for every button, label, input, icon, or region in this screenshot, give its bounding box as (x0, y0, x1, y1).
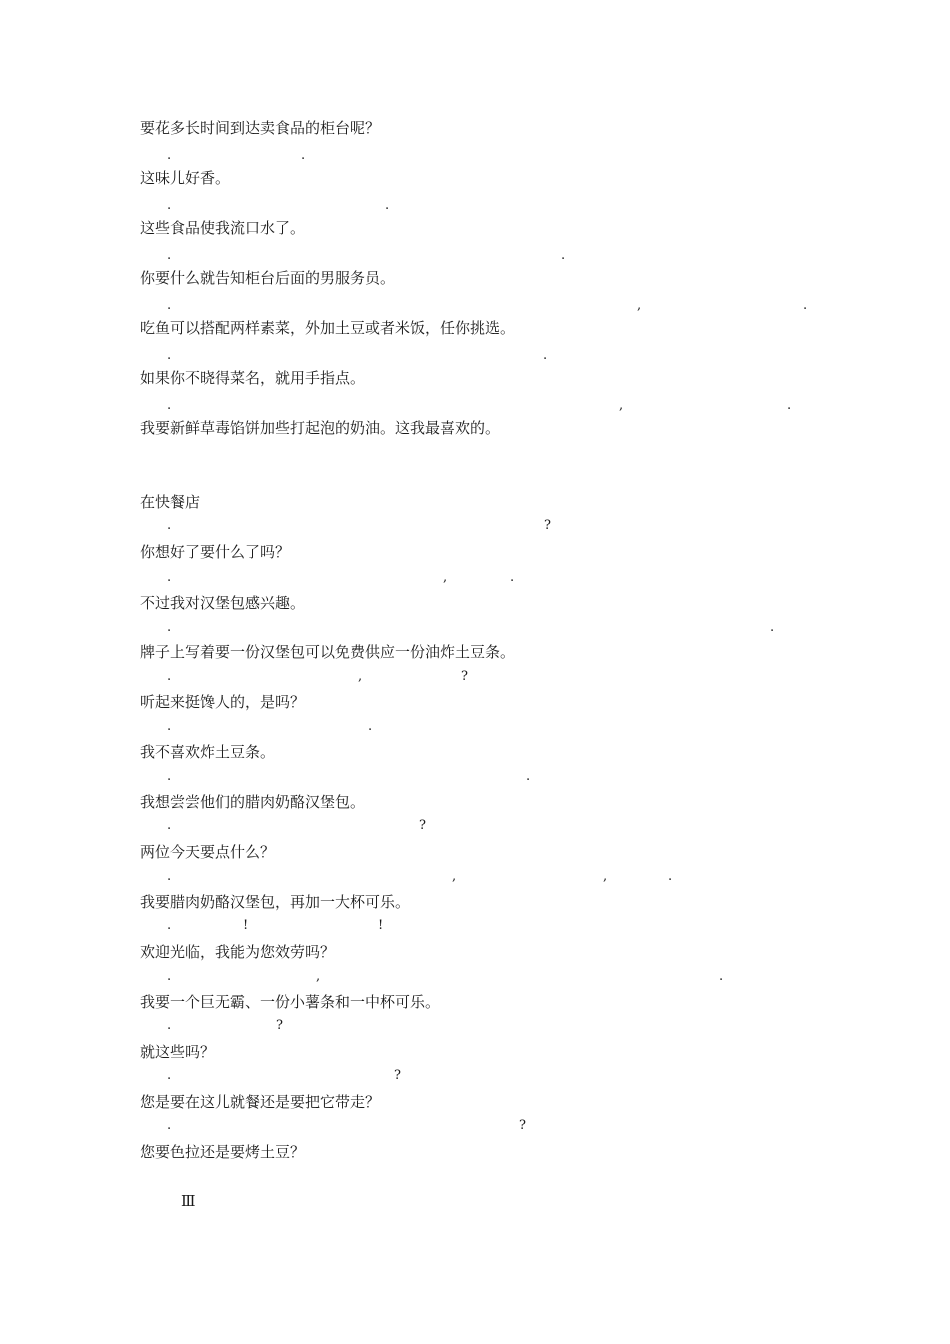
sentence-line: 我要一个巨无霸、一份小薯条和一中杯可乐。 (140, 993, 441, 1011)
punctuation-row (0, 918, 950, 934)
punctuation-row (0, 719, 950, 735)
punctuation-mark: . (167, 1018, 172, 1033)
punctuation-row (0, 1118, 950, 1134)
sentence-line: 要花多长时间到达卖食品的柜台呢？ (140, 119, 381, 137)
punctuation-mark: . (167, 248, 172, 263)
punctuation-mark: . (385, 198, 390, 213)
sentence-line: 你想好了要什么了吗？ (140, 543, 291, 561)
sentence-line: 我要腊肉奶酪汉堡包，再加一大杯可乐。 (140, 893, 411, 911)
punctuation-mark: . (770, 620, 775, 635)
sentence-line: 听起来挺馋人的，是吗？ (140, 693, 306, 711)
punctuation-row (0, 348, 950, 364)
punctuation-mark: ? (461, 669, 468, 684)
punctuation-mark: . (167, 969, 172, 984)
punctuation-row (0, 969, 950, 985)
punctuation-mark: . (167, 198, 172, 213)
punctuation-mark: . (510, 570, 515, 585)
sentence-line: 我想尝尝他们的腊肉奶酪汉堡包。 (140, 793, 366, 811)
punctuation-row (0, 769, 950, 785)
punctuation-mark: , (637, 298, 642, 313)
punctuation-mark: . (167, 570, 172, 585)
punctuation-mark: ? (276, 1018, 283, 1033)
sentence-line: 您是要在这儿就餐还是要把它带走？ (140, 1093, 381, 1111)
punctuation-row (0, 869, 950, 885)
punctuation-mark: ? (544, 518, 551, 533)
sentence-line: 不过我对汉堡包感兴趣。 (140, 594, 306, 612)
punctuation-row (0, 570, 950, 586)
punctuation-mark: . (787, 398, 792, 413)
punctuation-mark: . (167, 348, 172, 363)
page-footer-mark: Ⅲ (181, 1192, 196, 1210)
punctuation-mark: ! (378, 918, 384, 933)
punctuation-mark: . (803, 298, 808, 313)
punctuation-mark: ? (394, 1068, 401, 1083)
punctuation-mark: , (603, 869, 608, 884)
punctuation-mark: . (301, 148, 306, 163)
punctuation-mark: . (167, 398, 172, 413)
punctuation-mark: . (167, 769, 172, 784)
section-heading: 在快餐店 (140, 493, 201, 511)
punctuation-row (0, 620, 950, 636)
punctuation-mark: . (167, 1118, 172, 1133)
punctuation-mark: . (167, 620, 172, 635)
sentence-line: 我要新鲜草毒馅饼加些打起泡的奶油。这我最喜欢的。 (140, 419, 501, 437)
punctuation-mark: . (526, 769, 531, 784)
sentence-line: 两位今天要点什么？ (140, 843, 276, 861)
punctuation-mark: . (167, 719, 172, 734)
punctuation-mark: . (561, 248, 566, 263)
sentence-line: 吃鱼可以搭配两样素菜，外加土豆或者米饭，任你挑选。 (140, 319, 516, 337)
punctuation-mark: , (316, 969, 321, 984)
punctuation-mark: . (167, 298, 172, 313)
sentence-line: 您要色拉还是要烤土豆？ (140, 1143, 306, 1161)
punctuation-mark: . (368, 719, 373, 734)
sentence-line: 就这些吗？ (140, 1043, 216, 1061)
punctuation-mark: . (719, 969, 724, 984)
punctuation-row (0, 818, 950, 834)
sentence-line: 这些食品使我流口水了。 (140, 219, 306, 237)
punctuation-row (0, 198, 950, 214)
punctuation-row (0, 398, 950, 414)
punctuation-row (0, 298, 950, 314)
punctuation-mark: . (167, 1068, 172, 1083)
punctuation-mark: . (167, 518, 172, 533)
punctuation-row (0, 1018, 950, 1034)
punctuation-row (0, 148, 950, 164)
sentence-line: 这味儿好香。 (140, 169, 231, 187)
punctuation-mark: . (167, 669, 172, 684)
sentence-line: 如果你不晓得菜名，就用手指点。 (140, 369, 366, 387)
punctuation-row (0, 248, 950, 264)
sentence-line: 我不喜欢炸土豆条。 (140, 743, 276, 761)
punctuation-mark: , (452, 869, 457, 884)
punctuation-row (0, 669, 950, 685)
punctuation-mark: ? (419, 818, 426, 833)
punctuation-mark: . (167, 869, 172, 884)
sentence-line: 牌子上写着要一份汉堡包可以免费供应一份油炸土豆条。 (140, 643, 516, 661)
punctuation-mark: , (619, 398, 624, 413)
sentence-line: 欢迎光临，我能为您效劳吗？ (140, 943, 336, 961)
punctuation-mark: . (543, 348, 548, 363)
punctuation-mark: , (443, 570, 448, 585)
punctuation-row (0, 518, 950, 534)
punctuation-mark: . (668, 869, 673, 884)
punctuation-mark: . (167, 818, 172, 833)
punctuation-mark: ? (519, 1118, 526, 1133)
sentence-line: 你要什么就告知柜台后面的男服务员。 (140, 269, 396, 287)
punctuation-row (0, 1068, 950, 1084)
punctuation-mark: , (358, 669, 363, 684)
punctuation-mark: ! (243, 918, 249, 933)
punctuation-mark: . (167, 918, 172, 933)
punctuation-mark: . (167, 148, 172, 163)
